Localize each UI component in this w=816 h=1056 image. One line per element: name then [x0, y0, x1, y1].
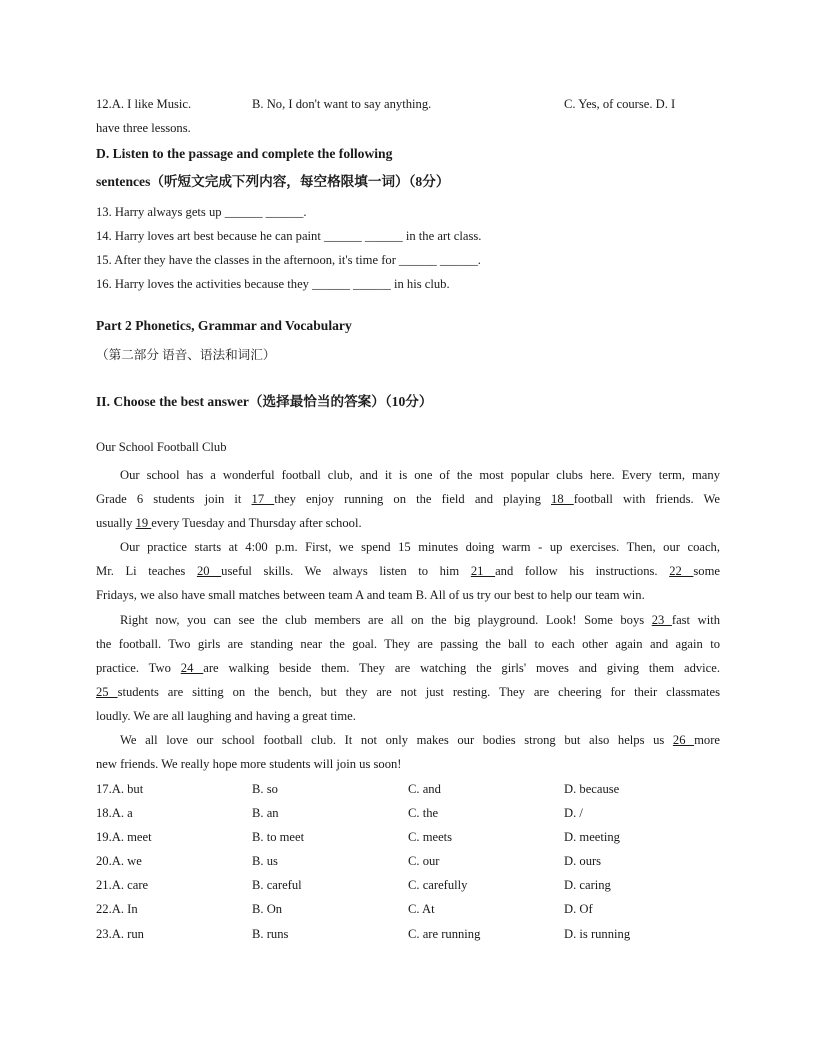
section-d-title-line2: sentences（听短文完成下列内容，每空格限填一词）（8分） — [96, 174, 450, 189]
question-16: 16. Harry loves the activities because they ______ ______ in his club. — [96, 277, 450, 291]
option-18-b: B. an — [252, 806, 279, 820]
section-d-title: D. Listen to the passage and complete the following — [96, 146, 393, 161]
option-20-b: B. us — [252, 854, 278, 868]
option-23-b: B. runs — [252, 927, 289, 941]
option-17-a: 17.A. but — [96, 782, 144, 796]
option-20-a: 20.A. we — [96, 854, 142, 868]
option-22-a: 22.A. In — [96, 902, 138, 916]
option-18-d: D. / — [564, 806, 583, 820]
option-19-a: 19.A. meet — [96, 830, 152, 844]
option-20-c: C. our — [408, 854, 440, 868]
option-19-c: C. meets — [408, 830, 453, 844]
blank-20: 20 — [196, 564, 222, 578]
option-21-b: B. careful — [252, 878, 302, 892]
blank-21: 21 — [470, 564, 496, 578]
option-17-b: B. so — [252, 782, 278, 796]
option-19-b: B. to meet — [252, 830, 305, 844]
part2-title: Part 2 Phonetics, Grammar and Vocabulary — [96, 318, 352, 333]
option-18-c: C. the — [408, 806, 439, 820]
q12-option-a: 12.A. I like Music. — [96, 97, 192, 111]
blank-18: 18 — [551, 492, 574, 506]
passage-p1-line2: Grade 6 students join it 17 they enjoy running on the field and playing 18 football with friends. We — [96, 492, 720, 506]
passage-p3-line1: Right now, you can see the club members are all on the big playground. Look! Some boys 23 fast with — [120, 613, 720, 627]
option-22-b: B. On — [252, 902, 283, 916]
q12-option-b: B. No, I don't want to say anything. — [252, 97, 432, 111]
option-20-d: D. ours — [564, 854, 602, 868]
option-17-d: D. because — [564, 782, 620, 796]
passage-p3-line5: loudly. We are all laughing and having a great time. — [96, 709, 356, 723]
option-23-c: C. are running — [408, 927, 481, 941]
blank-17: 17 — [251, 492, 275, 506]
q12-option-cd: C. Yes, of course. D. I — [564, 97, 676, 111]
passage-p3-line2: the football. Two girls are standing near the goal. They are passing the ball to each other again and again to — [96, 637, 720, 651]
passage-p2-line1: Our practice starts at 4:00 p.m. First, we spend 15 minutes doing warm - up exercises. Then, our coach, — [120, 540, 720, 554]
blank-26: 26 — [672, 733, 695, 747]
passage-title: Our School Football Club — [96, 440, 227, 454]
passage-p4-line1: We all love our school football club. It not only makes our bodies strong but also helps us 26 more — [120, 733, 720, 747]
passage-p2-line3: Fridays, we also have small matches between team A and team B. All of us try our best to help our team win. — [96, 588, 645, 602]
option-19-d: D. meeting — [564, 830, 620, 844]
option-21-d: D. caring — [564, 878, 611, 892]
option-17-c: C. and — [408, 782, 441, 796]
blank-24: 24 — [180, 661, 204, 675]
option-21-a: 21.A. care — [96, 878, 149, 892]
part2-subtitle: （第二部分 语音、语法和词汇） — [96, 348, 276, 362]
option-22-d: D. Of — [564, 902, 593, 916]
section-ii-title: II. Choose the best answer（选择最恰当的答案）（10分） — [96, 394, 433, 409]
passage-p2-line2: Mr. Li teaches 20 useful skills. We always listen to him 21 and follow his instructions. 22 some — [96, 564, 720, 578]
option-21-c: C. carefully — [408, 878, 468, 892]
option-18-a: 18.A. a — [96, 806, 133, 820]
passage-p1-line3: usually 19 every Tuesday and Thursday after school. — [96, 516, 362, 530]
blank-23: 23 — [651, 613, 672, 627]
passage-p4-line2: new friends. We really hope more students will join us soon! — [96, 757, 402, 771]
option-23-a: 23.A. run — [96, 927, 144, 941]
passage-p3-line3: practice. Two 24 are walking beside them. They are watching the girls' moves and giving them advice. — [96, 661, 720, 675]
blank-22: 22 — [669, 564, 694, 578]
blank-19: 19 — [135, 516, 152, 530]
blank-25: 25 — [96, 685, 118, 699]
passage-p3-line4: 25 students are sitting on the bench, but they are not just resting. They are cheering for their classmates — [96, 685, 720, 699]
question-15: 15. After they have the classes in the afternoon, it's time for ______ ______. — [96, 253, 481, 267]
option-23-d: D. is running — [564, 927, 631, 941]
question-14: 14. Harry loves art best because he can paint ______ ______ in the art class. — [96, 229, 482, 243]
question-13: 13. Harry always gets up ______ ______. — [96, 205, 307, 219]
passage-p1-line1: Our school has a wonderful football club, and it is one of the most popular clubs here. Every term, many — [120, 468, 720, 482]
option-22-c: C. At — [408, 902, 435, 916]
q12-continuation: have three lessons. — [96, 121, 191, 135]
